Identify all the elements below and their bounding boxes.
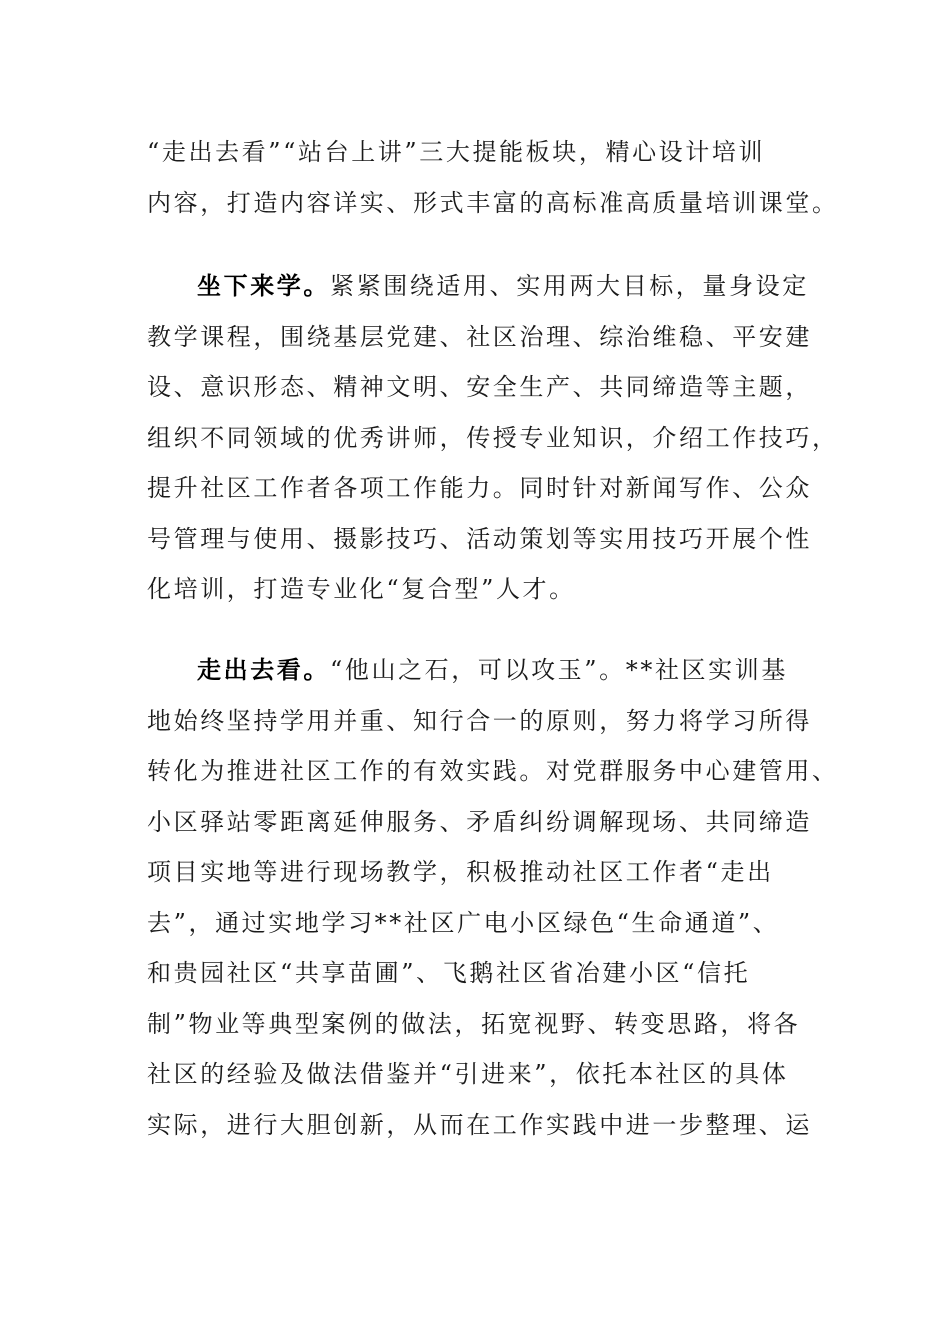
paragraph-sit-down-learn	[147, 261, 839, 615]
text-line: 提升社区工作者各项工作能力。同时针对新闻写作、公众	[147, 474, 812, 502]
text-line: 地始终坚持学用并重、知行合一的原则，努力将学习所得	[147, 706, 812, 735]
text-line: 去”，通过实地学习**社区广电小区绿色“生命通道”、	[147, 908, 780, 937]
text-line: 制”物业等典型案例的做法，拓宽视野、转变思路，将各	[147, 1009, 801, 1038]
text-line: 项目实地等进行现场教学，积极推动社区工作者“走出	[147, 858, 774, 886]
text-line: 教学课程，围绕基层党建、社区治理、综治维稳、平安建	[147, 322, 812, 351]
text-line: 小区驿站零距离延伸服务、矛盾纠纷调解现场、共同缔造	[147, 807, 812, 836]
paragraph-go-out-see	[147, 645, 839, 1150]
paragraph-first-line	[147, 645, 787, 696]
paragraph-training-modules	[147, 127, 839, 228]
text-line: 实际，进行大胆创新，从而在工作实践中进一步整理、运	[147, 1110, 812, 1139]
paragraph-heading: 走出去看。	[197, 656, 330, 684]
paragraph-heading: 坐下来学。	[197, 272, 330, 300]
text-line: 转化为推进社区工作的有效实践。对党群服务中心建管用、	[147, 757, 839, 785]
text-line: 紧紧围绕适用、实用两大目标，量身设定	[330, 272, 809, 300]
paragraph-first-line	[147, 261, 809, 312]
text-line: 组织不同领域的优秀讲师，传授专业知识，介绍工作技巧，	[147, 423, 839, 452]
text-line: 号管理与使用、摄影技巧、活动策划等实用技巧开展个性	[147, 524, 812, 553]
text-line: 内容，打造内容详实、形式丰富的高标准高质量培训课堂。	[147, 188, 839, 217]
text-line: 和贵园社区“共享苗圃”、飞鹅社区省冶建小区“信托	[147, 959, 751, 987]
text-line: 社区的经验及做法借鉴并“引进来”，依托本社区的具体	[147, 1060, 789, 1088]
text-line: 化培训，打造专业化“复合型”人才。	[147, 575, 576, 603]
text-line: 设、意识形态、精神文明、安全生产、共同缔造等主题，	[147, 373, 812, 401]
text-line: “走出去看”“站台上讲”三大提能板块，精心设计培训	[147, 138, 766, 166]
text-line: “他山之石，可以攻玉”。**社区实训基	[330, 656, 788, 684]
